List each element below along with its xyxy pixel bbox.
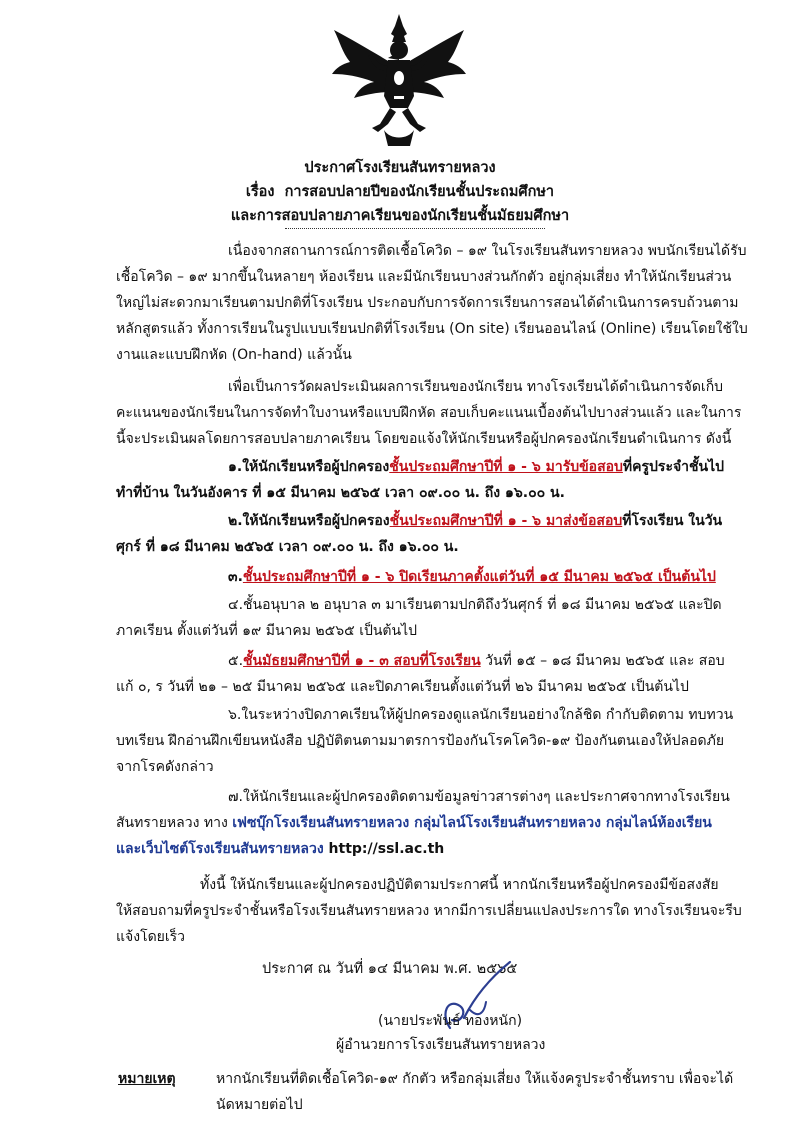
item-1-prefix: ๑.ให้นักเรียนหรือผู้ปกครอง (228, 459, 390, 475)
date-line: ประกาศ ณ วันที่ ๑๔ มีนาคม พ.ศ. ๒๕๖๕ (262, 961, 518, 977)
item-6-line-1: ๖.ในระหว่างปิดภาคเรียนให้ผู้ปกครองดูแลนักเรียนอย่างใกล้ชิด กำกับติดตาม ทบทวน (228, 707, 734, 723)
website-url-link[interactable]: http://ssl.ac.th (323, 841, 445, 857)
item-3-highlight: ชั้นประถมศึกษาปีที่ ๑ - ๖ ปิดเรียนภาคตั้งแต่วันที่ ๑๕ มีนาคม ๒๕๖๕ เป็นต้นไป (242, 569, 716, 585)
intro-line-1: เนื่องจากสถานการณ์การติดเชื้อโควิด – ๑๙ ในโรงเรียนสันทรายหลวง พบนักเรียนได้รับ (228, 243, 747, 259)
item-7-prefix: สันทรายหลวง ทาง (116, 815, 233, 831)
item-1-highlight: ชั้นประถมศึกษาปีที่ ๑ - ๖ มารับข้อสอบ (389, 459, 623, 475)
item-2-line-1 (228, 510, 722, 532)
item-7-line-3 (116, 838, 444, 860)
item-5-line-2: แก้ ๐, ร วันที่ ๒๑ – ๒๕ มีนาคม ๒๕๖๕ และปิดภาคเรียนตั้งแต่วันที่ ๒๖ มีนาคม ๒๕๖๕ เป็นต้นไป (116, 679, 689, 695)
signer-title: ผู้อำนวยการโรงเรียนสันทรายหลวง (336, 1037, 546, 1053)
announcement-subject-line2: และการสอบปลายภาคเรียนของนักเรียนชั้นมัธยมศึกษา (230, 208, 570, 224)
closing-line-2: ให้สอบถามที่ครูประจำชั้นหรือโรงเรียนสันทรายหลวง หากมีการเปลี่ยนแปลงประการใด ทางโรงเรียนจะรีบ (116, 903, 742, 919)
item-5-line-1 (228, 650, 725, 672)
item-5-suffix: วันที่ ๑๕ – ๑๘ มีนาคม ๒๕๖๕ และ สอบ (480, 653, 725, 669)
closing-line-1: ทั้งนี้ ให้นักเรียนและผู้ปกครองปฏิบัติตามประกาศนี้ หากนักเรียนหรือผู้ปกครองมีข้อสงสัย (200, 877, 719, 893)
note-line-1: หากนักเรียนที่ติดเชื้อโควิด-๑๙ กักตัว หรือกลุ่มเสี่ยง ให้แจ้งครูประจำชั้นทราบ เพื่อจะได้ (216, 1071, 734, 1087)
item-2-highlight: ชั้นประถมศึกษาปีที่ ๑ - ๖ มาส่งข้อสอบ (389, 513, 623, 529)
item-7-line-1: ๗.ให้นักเรียนและผู้ปกครองติดตามข้อมูลข่าวสารต่างๆ และประกาศจากทางโรงเรียน (228, 789, 730, 805)
item-5-highlight: ชั้นมัธยมศึกษาปีที่ ๑ - ๓ สอบที่โรงเรียน (243, 653, 481, 669)
para2-line-1: เพื่อเป็นการวัดผลประเมินผลการเรียนของนักเรียน ทางโรงเรียนได้ดำเนินการจัดเก็บ (228, 379, 724, 395)
subject-label: เรื่อง (245, 184, 275, 200)
intro-line-5: งานและแบบฝึกหัด (On-hand) แล้วนั้น (116, 347, 352, 363)
item-4-line-1: ๔.ชั้นอนุบาล ๒ อนุบาล ๓ มาเรียนตามปกติถึงวันศุกร์ ที่ ๑๘ มีนาคม ๒๕๖๕ และปิด (228, 597, 722, 613)
facebook-line-link[interactable]: เฟซบุ๊กโรงเรียนสันทรายหลวง กลุ่มไลน์โรงเรียนสันทรายหลวง กลุ่มไลน์ห้องเรียน (232, 815, 712, 831)
garuda-emblem (328, 12, 470, 150)
intro-line-3: ใหญ่ไม่สะดวกมาเรียนตามปกติที่โรงเรียน ประกอบกับการจัดการเรียนการสอนได้ดำเนินการครบถ้วนตาม (116, 295, 739, 311)
item-1-line-1 (228, 456, 724, 478)
closing-line-3: แจ้งโดยเร็ว (116, 929, 186, 945)
item-6-line-2: บทเรียน ฝึกอ่านฝึกเขียนหนังสือ ปฏิบัติตนตามมาตรการป้องกันโรคโควิด-๑๙ ป้องกันตนเองให้ปลอดภัย (116, 733, 725, 749)
note-label: หมายเหตุ (118, 1071, 176, 1087)
item-2-line-2: ศุกร์ ที่ ๑๘ มีนาคม ๒๕๖๕ เวลา ๐๙.๐๐ น. ถึง ๑๖.๐๐ น. (116, 539, 459, 555)
item-1-line-2: ทำที่บ้าน ในวันอังคาร ที่ ๑๕ มีนาคม ๒๕๖๕ เวลา ๐๙.๐๐ น. ถึง ๑๖.๐๐ น. (116, 485, 565, 501)
para2-line-2: คะแนนของนักเรียนในการจัดทำใบงานหรือแบบฝึกหัด สอบเก็บคะแนนเบื้องต้นไปบางส่วนแล้ว และในการ (116, 405, 742, 421)
item-3-prefix: ๓. (228, 569, 243, 585)
item-2-suffix: ที่โรงเรียน ในวัน (622, 513, 723, 529)
dotted-separator (285, 228, 545, 229)
item-5-prefix: ๕. (228, 653, 244, 669)
note-line-2: นัดหมายต่อไป (216, 1097, 303, 1113)
item-1-suffix: ที่ครูประจำชั้นไป (622, 459, 725, 475)
item-2-prefix: ๒.ให้นักเรียนหรือผู้ปกครอง (228, 513, 390, 529)
item-7-line-2 (116, 812, 712, 834)
subject-text: การสอบปลายปีของนักเรียนชั้นประถมศึกษา (284, 184, 555, 200)
announcement-subject (0, 180, 800, 203)
item-4-line-2: ภาคเรียน ตั้งแต่วันที่ ๑๙ มีนาคม ๒๕๖๕ เป็นต้นไป (116, 623, 418, 639)
announcement-title: ประกาศโรงเรียนสันทรายหลวง (304, 160, 496, 176)
item-6-line-3: จากโรคดังกล่าว (116, 759, 214, 775)
website-label: และเว็บไซต์โรงเรียนสันทรายหลวง (116, 841, 324, 857)
signer-name: (นายประพันธ์ ทองหนัก) (378, 1013, 523, 1029)
para2-line-3: นี้จะประเมินผลโดยการสอบปลายภาคเรียน โดยขอแจ้งให้นักเรียนหรือผู้ปกครองนักเรียนดำเนินการ ดังนี้ (116, 431, 732, 447)
intro-line-2: เชื้อโควิด – ๑๙ มากขึ้นในหลายๆ ห้องเรียน และมีนักเรียนบางส่วนกักตัว อยู่กลุ่มเสี่ยง ทำให้นักเรียนส่วน (116, 269, 732, 285)
intro-line-4: หลักสูตรแล้ว ทั้งการเรียนในรูปแบบเรียนปกติที่โรงเรียน (On site) เรียนออนไลน์ (Online) เรียนโดยใช้ใบ (116, 321, 748, 337)
item-3-line-1 (228, 566, 716, 588)
